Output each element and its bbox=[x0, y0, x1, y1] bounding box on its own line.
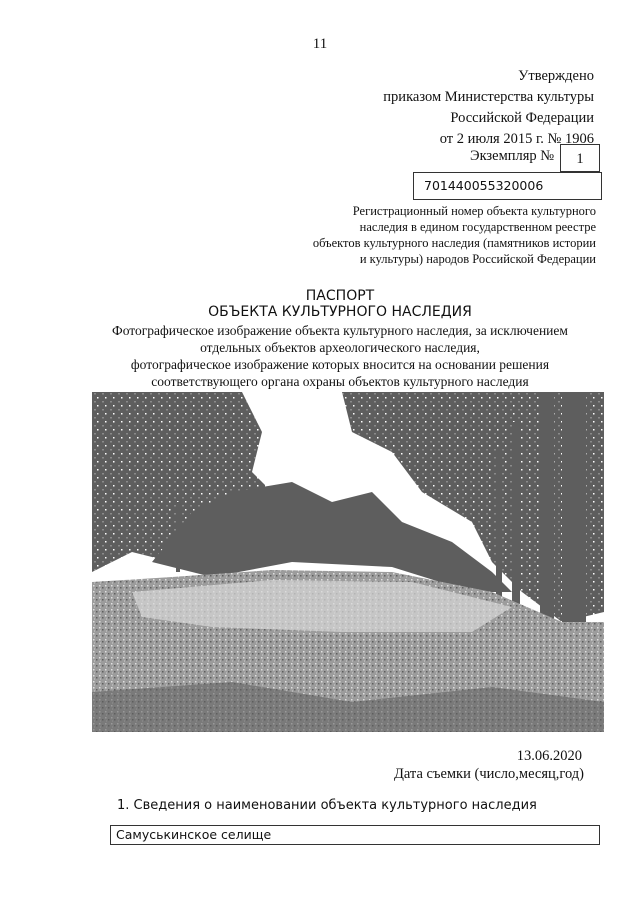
object-photo bbox=[92, 392, 604, 732]
page-number: 11 bbox=[312, 36, 328, 52]
passport-title: ПАСПОРТ bbox=[305, 288, 375, 304]
approval-block bbox=[383, 66, 594, 150]
approval-line: приказом Министерства культуры bbox=[383, 89, 594, 105]
tree-trunk bbox=[540, 392, 554, 652]
registration-desc-line: Регистрационный номер объекта культурного bbox=[352, 204, 596, 218]
registration-desc-line: и культуры) народов Российской Федерации bbox=[359, 252, 596, 266]
tree-trunk bbox=[512, 422, 520, 622]
exemplar-label: Экземпляр № bbox=[470, 148, 555, 164]
shoot-date: 13.06.2020 bbox=[516, 748, 582, 764]
object-name-field: Самуськинское селище bbox=[110, 825, 600, 845]
approval-line: от 2 июля 2015 г. № 1906 bbox=[439, 131, 594, 147]
registration-description bbox=[276, 203, 596, 267]
caption-line: отдельных объектов археологического наследия, bbox=[200, 340, 480, 355]
exemplar-number-box: 1 bbox=[560, 144, 600, 172]
registration-desc-line: наследия в едином государственном реестре bbox=[359, 220, 596, 234]
section-heading: 1. Сведения о наименовании объекта культурного наследия bbox=[117, 798, 537, 813]
shoot-date-label: Дата съемки (число,месяц,год) bbox=[393, 766, 584, 782]
passport-subtitle-heading: ОБЪЕКТА КУЛЬТУРНОГО НАСЛЕДИЯ bbox=[208, 304, 472, 320]
approval-line: Российской Федерации bbox=[450, 110, 594, 126]
caption-line: фотографическое изображение которых вносится на основании решения bbox=[130, 357, 550, 372]
registration-desc-line: объектов культурного наследия (памятников истории bbox=[312, 236, 596, 250]
forest-clearing-photo bbox=[92, 392, 604, 732]
tree-trunk bbox=[496, 452, 502, 602]
caption-line: соответствующего органа охраны объектов культурного наследия bbox=[151, 374, 529, 389]
photo-caption bbox=[0, 322, 640, 390]
caption-line: Фотографическое изображение объекта культурного наследия, за исключением bbox=[112, 323, 568, 338]
registration-number-box: 701440055320006 bbox=[413, 172, 602, 200]
tree-trunk bbox=[176, 502, 180, 572]
approval-line: Утверждено bbox=[518, 68, 594, 84]
